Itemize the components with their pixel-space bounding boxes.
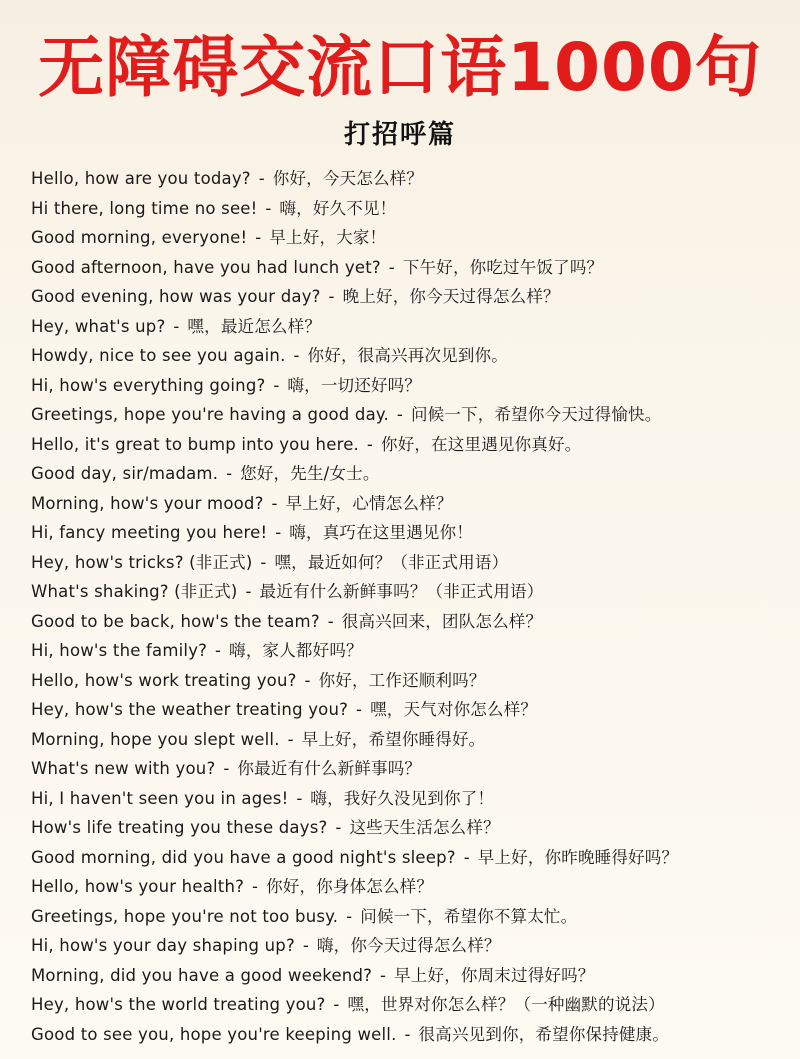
phrase-item <box>31 784 788 814</box>
phrase-english: Morning, did you have a good weekend? <box>31 965 373 985</box>
phrase-item <box>31 843 788 873</box>
phrase-item <box>31 902 788 932</box>
phrase-chinese: 早上好，你周末过得好吗？ <box>394 965 595 985</box>
phrase-item <box>31 223 788 253</box>
phrase-item <box>31 164 788 194</box>
phrase-chinese: 早上好，大家！ <box>269 228 387 247</box>
phrase-item <box>31 459 788 489</box>
phrase-english: Hi, how's your day shaping up? <box>31 936 295 955</box>
phrase-item <box>31 931 788 961</box>
phrase-chinese: 你好，在这里遇见你真好。 <box>381 434 582 454</box>
phrase-separator: - <box>304 670 311 690</box>
phrase-separator: - <box>346 906 353 926</box>
phrase-english: How's life treating you these days? <box>31 818 328 837</box>
phrase-english: Hey, how's the world treating you? <box>31 995 326 1014</box>
phrase-item <box>31 489 788 519</box>
phrase-separator: - <box>293 346 300 365</box>
phrase-english: Hi, how's everything going? <box>31 375 266 395</box>
phrase-chinese: 早上好，希望你睡得好。 <box>301 729 486 749</box>
phrase-item <box>31 872 788 902</box>
page-title: 无障碍交流口语1000句 <box>38 29 762 106</box>
phrase-separator: - <box>275 523 282 542</box>
phrase-english: Hi, I haven't seen you in ages! <box>31 788 289 808</box>
phrase-item <box>31 430 788 460</box>
phrase-chinese: 你好，你身体怎么样？ <box>266 877 434 896</box>
phrase-chinese: 你最近有什么新鲜事吗？ <box>237 759 422 778</box>
phrase-item <box>31 754 788 784</box>
phrase-separator: - <box>265 198 272 218</box>
phrase-separator: - <box>404 1024 411 1044</box>
phrase-english: Hello, how's work treating you? <box>31 670 297 690</box>
phrase-item <box>31 666 788 696</box>
phrase-separator: - <box>245 582 252 601</box>
phrase-chinese: 晚上好，你今天过得怎么样？ <box>342 287 560 306</box>
phrase-separator: - <box>333 995 340 1014</box>
phrase-english: Good day, sir/madam. <box>31 464 219 483</box>
phrase-english: Hi there, long time no see! <box>31 198 258 218</box>
phrase-item <box>31 312 788 342</box>
phrase-separator: - <box>328 287 335 306</box>
phrase-english: Hey, how's the weather treating you? <box>31 700 349 719</box>
phrase-item <box>31 194 788 224</box>
phrase-separator: - <box>335 818 342 837</box>
phrase-chinese: 你好，今天怎么样？ <box>272 169 424 188</box>
phrase-english: Morning, hope you slept well. <box>31 729 280 749</box>
phrase-separator: - <box>287 729 294 749</box>
phrase-chinese: 最近有什么新鲜事吗？（非正式用语） <box>259 582 544 601</box>
phrase-separator: - <box>173 316 180 336</box>
phrase-english: Good morning, did you have a good night's sleep? <box>31 847 456 867</box>
phrase-separator: - <box>302 936 310 955</box>
phrase-item <box>31 253 788 283</box>
phrase-english: Good morning, everyone! <box>31 228 248 247</box>
phrase-english: Hey, how's tricks? (非正式) <box>31 552 253 572</box>
phrase-separator: - <box>271 493 278 513</box>
phrase-english: Hi, how's the family? <box>31 641 208 660</box>
phrase-chinese: 你好，很高兴再次见到你。 <box>307 346 508 365</box>
phrase-chinese: 你好，工作还顺利吗？ <box>318 670 486 690</box>
phrase-separator: - <box>258 169 265 188</box>
phrase-english: What's shaking? (非正式) <box>31 582 238 601</box>
phrase-chinese: 嗨，我好久没见到你了！ <box>310 788 495 808</box>
phrase-separator: - <box>255 228 262 247</box>
phrase-english: Hello, how are you today? <box>31 169 251 188</box>
section-subtitle: 打招呼篇 <box>343 120 456 150</box>
phrase-separator: - <box>252 877 259 896</box>
phrase-separator: - <box>273 375 280 395</box>
phrase-separator: - <box>215 641 222 660</box>
phrase-english: Good evening, how was your day? <box>31 287 321 306</box>
phrase-english: Greetings, hope you're having a good day. <box>31 405 389 424</box>
phrase-item <box>31 961 788 991</box>
phrase-separator: - <box>463 847 470 867</box>
phrase-chinese: 嘿，世界对你怎么样？（一种幽默的说法） <box>347 995 665 1014</box>
phrase-separator: - <box>223 759 230 778</box>
phrase-chinese: 早上好，心情怎么样？ <box>285 493 453 513</box>
phrase-chinese: 很高兴见到你，希望你保持健康。 <box>418 1024 670 1044</box>
phrase-chinese: 早上好，你昨晚睡得好吗？ <box>477 847 679 867</box>
phrase-chinese: 嗨，真巧在这里遇见你！ <box>289 523 474 542</box>
phrase-chinese: 下午好，你吃过午饭了吗？ <box>402 257 604 277</box>
phrase-chinese: 您好，先生/女士。 <box>240 464 380 483</box>
phrase-chinese: 嘿，天气对你怎么样？ <box>370 700 538 719</box>
phrase-english: What's new with you? <box>31 759 216 778</box>
phrase-item <box>31 282 788 312</box>
phrase-separator: - <box>296 788 303 808</box>
phrase-chinese: 嘿，最近怎么样？ <box>187 316 322 336</box>
phrase-separator: - <box>226 464 233 483</box>
phrase-item <box>31 607 788 637</box>
phrase-item <box>31 341 788 371</box>
phrase-chinese: 这些天生活怎么样？ <box>349 818 500 837</box>
phrase-separator: - <box>260 552 267 572</box>
phrase-english: Morning, how's your mood? <box>31 493 264 513</box>
phrase-separator: - <box>356 700 363 719</box>
phrase-item <box>31 577 788 607</box>
phrase-item <box>31 813 788 843</box>
phrase-english: Hi, fancy meeting you here! <box>31 523 268 542</box>
phrase-english: Hey, what's up? <box>31 316 166 336</box>
phrase-chinese: 嗨，好久不见！ <box>279 198 397 218</box>
phrase-english: Good to be back, how's the team? <box>31 611 320 631</box>
phrase-english: Greetings, hope you're not too busy. <box>31 906 339 926</box>
phrase-item <box>31 695 788 725</box>
phrase-chinese: 问候一下，希望你今天过得愉快。 <box>410 405 662 424</box>
phrase-separator: - <box>396 405 404 424</box>
phrase-chinese: 嘿，最近如何？（非正式用语） <box>274 552 509 572</box>
phrase-chinese: 嗨，家人都好吗？ <box>229 641 363 660</box>
phrase-item <box>31 400 788 430</box>
phrase-separator: - <box>327 611 334 631</box>
phrase-english: Good to see you, hope you're keeping well. <box>31 1024 397 1044</box>
phrase-list <box>31 164 788 1049</box>
phrase-separator: - <box>380 965 387 985</box>
phrase-english: Good afternoon, have you had lunch yet? <box>31 257 381 277</box>
phrase-english: Howdy, nice to see you again. <box>31 346 286 365</box>
phrase-item <box>31 636 788 666</box>
phrase-item <box>31 548 788 578</box>
phrase-chinese: 嗨，你今天过得怎么样？ <box>316 936 501 955</box>
phrase-item <box>31 1020 788 1050</box>
phrase-chinese: 嗨，一切还好吗？ <box>287 375 422 395</box>
phrase-chinese: 很高兴回来，团队怎么样？ <box>341 611 543 631</box>
phrase-english: Hello, how's your health? <box>31 877 245 896</box>
phrase-separator: - <box>366 434 374 454</box>
phrase-item <box>31 518 788 548</box>
phrase-item <box>31 725 788 755</box>
phrase-chinese: 问候一下，希望你不算太忙。 <box>360 906 578 926</box>
phrase-english: Hello, it's great to bump into you here. <box>31 434 359 454</box>
phrase-item <box>31 371 788 401</box>
phrase-item <box>31 990 788 1020</box>
phrase-separator: - <box>388 257 395 277</box>
